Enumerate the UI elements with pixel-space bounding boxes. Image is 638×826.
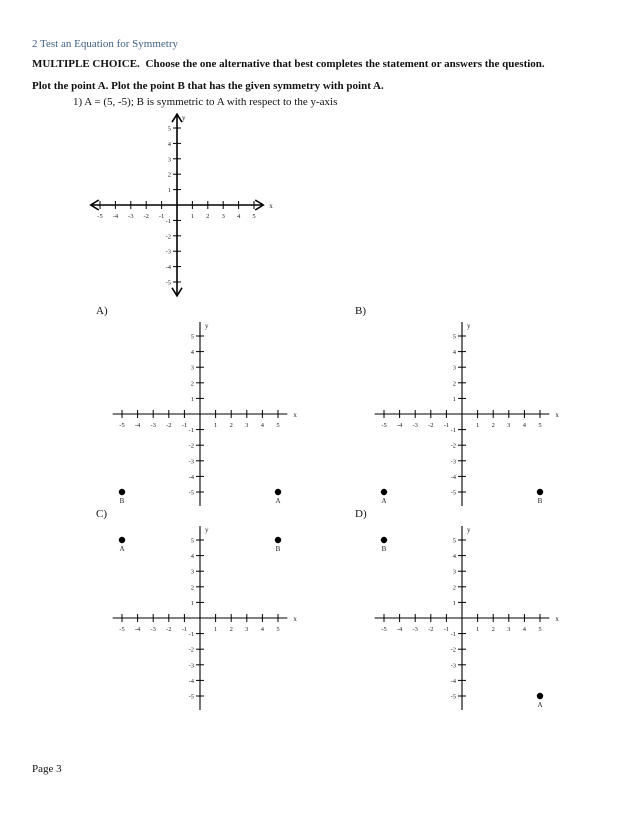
y-axis-label: y — [205, 525, 209, 534]
y-tick-label: -5 — [188, 693, 194, 701]
x-tick-label: 3 — [507, 626, 511, 633]
y-tick-label: 2 — [452, 380, 456, 388]
y-tick-label: -3 — [450, 662, 456, 670]
y-tick-label: -4 — [450, 677, 456, 685]
y-tick-label: 4 — [452, 553, 456, 561]
y-tick-label: 3 — [167, 156, 171, 164]
y-tick-label: 4 — [167, 140, 171, 148]
y-tick-label: -3 — [188, 662, 194, 670]
x-tick-label: -5 — [119, 422, 125, 429]
y-tick-label: -4 — [450, 473, 456, 481]
y-tick-label: -2 — [450, 646, 456, 654]
point-a — [537, 693, 543, 699]
point-a — [381, 489, 387, 495]
point-label: B — [119, 497, 125, 505]
y-tick-label: -1 — [450, 631, 456, 639]
y-tick-label: -2 — [165, 233, 171, 241]
y-tick-label: 2 — [167, 171, 171, 179]
y-tick-label: 5 — [452, 537, 456, 545]
y-tick-label: -1 — [188, 631, 194, 639]
x-tick-label: 4 — [260, 626, 265, 633]
x-tick-label: -2 — [428, 626, 434, 633]
option-d-label[interactable]: D) — [355, 508, 367, 520]
x-tick-label: 3 — [245, 626, 249, 633]
y-tick-label: -3 — [188, 458, 194, 466]
page-number: Page 3 — [32, 763, 62, 775]
point-label: A — [537, 701, 543, 709]
y-tick-label: -3 — [165, 248, 171, 256]
y-axis-label: y — [467, 525, 471, 534]
option-c-graph[interactable] — [100, 522, 310, 717]
x-tick-label: -1 — [443, 626, 450, 633]
y-tick-label: 1 — [190, 599, 194, 607]
y-tick-label: -4 — [188, 677, 194, 685]
y-axis-label: y — [205, 321, 209, 330]
x-tick-label: 2 — [491, 422, 495, 429]
option-b-graph[interactable] — [362, 318, 572, 513]
x-tick-label: 3 — [507, 422, 511, 429]
x-axis-label: x — [555, 615, 559, 623]
y-tick-label: -3 — [450, 458, 456, 466]
y-tick-label: 4 — [190, 349, 194, 357]
y-tick-label: 4 — [190, 553, 194, 561]
y-tick-label: -5 — [188, 489, 194, 497]
x-tick-label: 2 — [491, 626, 495, 633]
x-tick-label: 4 — [522, 422, 527, 429]
option-a-graph[interactable] — [100, 318, 310, 513]
point-b — [537, 489, 543, 495]
y-tick-label: 3 — [190, 568, 194, 576]
point-b — [119, 489, 125, 495]
option-a-label[interactable]: A) — [96, 305, 108, 317]
y-tick-label: -5 — [450, 489, 456, 497]
x-tick-label: 5 — [276, 626, 280, 633]
y-tick-label: -1 — [188, 427, 194, 435]
y-axis-label: y — [467, 321, 471, 330]
x-tick-label: -3 — [150, 422, 156, 429]
x-tick-label: 5 — [538, 422, 542, 429]
option-c-label[interactable]: C) — [96, 508, 107, 520]
x-tick-label: -5 — [381, 626, 387, 633]
plot-instruction: Plot the point A. Plot the point B that has the given symmetry with point A. — [32, 80, 384, 92]
y-tick-label: 1 — [452, 395, 456, 403]
y-tick-label: -1 — [450, 427, 456, 435]
option-b-label[interactable]: B) — [355, 305, 366, 317]
x-tick-label: 5 — [252, 213, 256, 220]
y-tick-label: -4 — [188, 473, 194, 481]
y-tick-label: 3 — [452, 568, 456, 576]
point-label: B — [537, 497, 543, 505]
y-tick-label: -4 — [165, 264, 171, 272]
x-tick-label: -2 — [166, 422, 172, 429]
x-tick-label: -4 — [396, 422, 403, 429]
x-axis-label: x — [269, 202, 273, 210]
x-tick-label: -1 — [158, 213, 165, 220]
x-tick-label: 1 — [475, 626, 480, 633]
y-tick-label: 5 — [452, 333, 456, 341]
x-tick-label: 1 — [190, 213, 195, 220]
y-tick-label: -5 — [165, 279, 171, 287]
point-label: A — [381, 497, 387, 505]
x-tick-label: 1 — [213, 422, 218, 429]
x-tick-label: 3 — [245, 422, 249, 429]
point-label: A — [119, 545, 125, 553]
x-tick-label: 4 — [522, 626, 527, 633]
point-b — [275, 537, 281, 543]
x-tick-label: -2 — [166, 626, 172, 633]
x-tick-label: 4 — [236, 213, 241, 220]
y-tick-label: -1 — [165, 217, 171, 225]
x-tick-label: 4 — [260, 422, 265, 429]
y-tick-label: 5 — [190, 333, 194, 341]
y-tick-label: 3 — [452, 364, 456, 372]
x-tick-label: 2 — [229, 626, 233, 633]
y-tick-label: 1 — [190, 395, 194, 403]
x-axis-label: x — [293, 411, 297, 419]
y-tick-label: 5 — [190, 537, 194, 545]
x-tick-label: -2 — [428, 422, 434, 429]
x-tick-label: -3 — [412, 422, 418, 429]
x-tick-label: -4 — [396, 626, 403, 633]
x-tick-label: -5 — [97, 213, 103, 220]
x-tick-label: -5 — [381, 422, 387, 429]
x-tick-label: -5 — [119, 626, 125, 633]
section-title: 2 Test an Equation for Symmetry — [32, 38, 178, 50]
x-tick-label: 1 — [475, 422, 480, 429]
x-axis-label: x — [555, 411, 559, 419]
point-label: B — [275, 545, 281, 553]
x-tick-label: -1 — [181, 422, 188, 429]
question-text: 1) A = (5, -5); B is symmetric to A with respect to the y-axis — [73, 96, 338, 108]
point-a — [119, 537, 125, 543]
y-tick-label: -2 — [450, 442, 456, 450]
y-tick-label: 4 — [452, 349, 456, 357]
y-tick-label: -5 — [450, 693, 456, 701]
point-label: A — [275, 497, 281, 505]
option-d-graph[interactable] — [362, 522, 572, 717]
y-tick-label: 1 — [452, 599, 456, 607]
x-tick-label: 3 — [221, 213, 225, 220]
instructions — [32, 58, 545, 70]
x-tick-label: -4 — [112, 213, 119, 220]
question-graph — [70, 105, 290, 305]
y-tick-label: 2 — [190, 380, 194, 388]
x-tick-label: 2 — [206, 213, 210, 220]
y-tick-label: 2 — [190, 584, 194, 592]
x-tick-label: -1 — [181, 626, 188, 633]
y-tick-label: -2 — [188, 646, 194, 654]
x-tick-label: -4 — [134, 422, 141, 429]
x-tick-label: -3 — [128, 213, 134, 220]
y-tick-label: -2 — [188, 442, 194, 450]
x-tick-label: 1 — [213, 626, 218, 633]
instructions-lead: MULTIPLE CHOICE. — [32, 58, 140, 70]
x-tick-label: -3 — [150, 626, 156, 633]
x-tick-label: -2 — [143, 213, 149, 220]
y-tick-label: 1 — [167, 187, 171, 195]
y-tick-label: 3 — [190, 364, 194, 372]
point-b — [381, 537, 387, 543]
instructions-text: Choose the one alternative that best completes the statement or answers the question. — [145, 58, 545, 70]
y-tick-label: 5 — [167, 125, 171, 133]
x-tick-label: -4 — [134, 626, 141, 633]
y-axis-label: y — [182, 114, 186, 123]
x-axis-label: x — [293, 615, 297, 623]
y-tick-label: 2 — [452, 584, 456, 592]
x-tick-label: 2 — [229, 422, 233, 429]
x-tick-label: -3 — [412, 626, 418, 633]
x-tick-label: -1 — [443, 422, 450, 429]
x-tick-label: 5 — [276, 422, 280, 429]
point-label: B — [381, 545, 387, 553]
x-tick-label: 5 — [538, 626, 542, 633]
point-a — [275, 489, 281, 495]
